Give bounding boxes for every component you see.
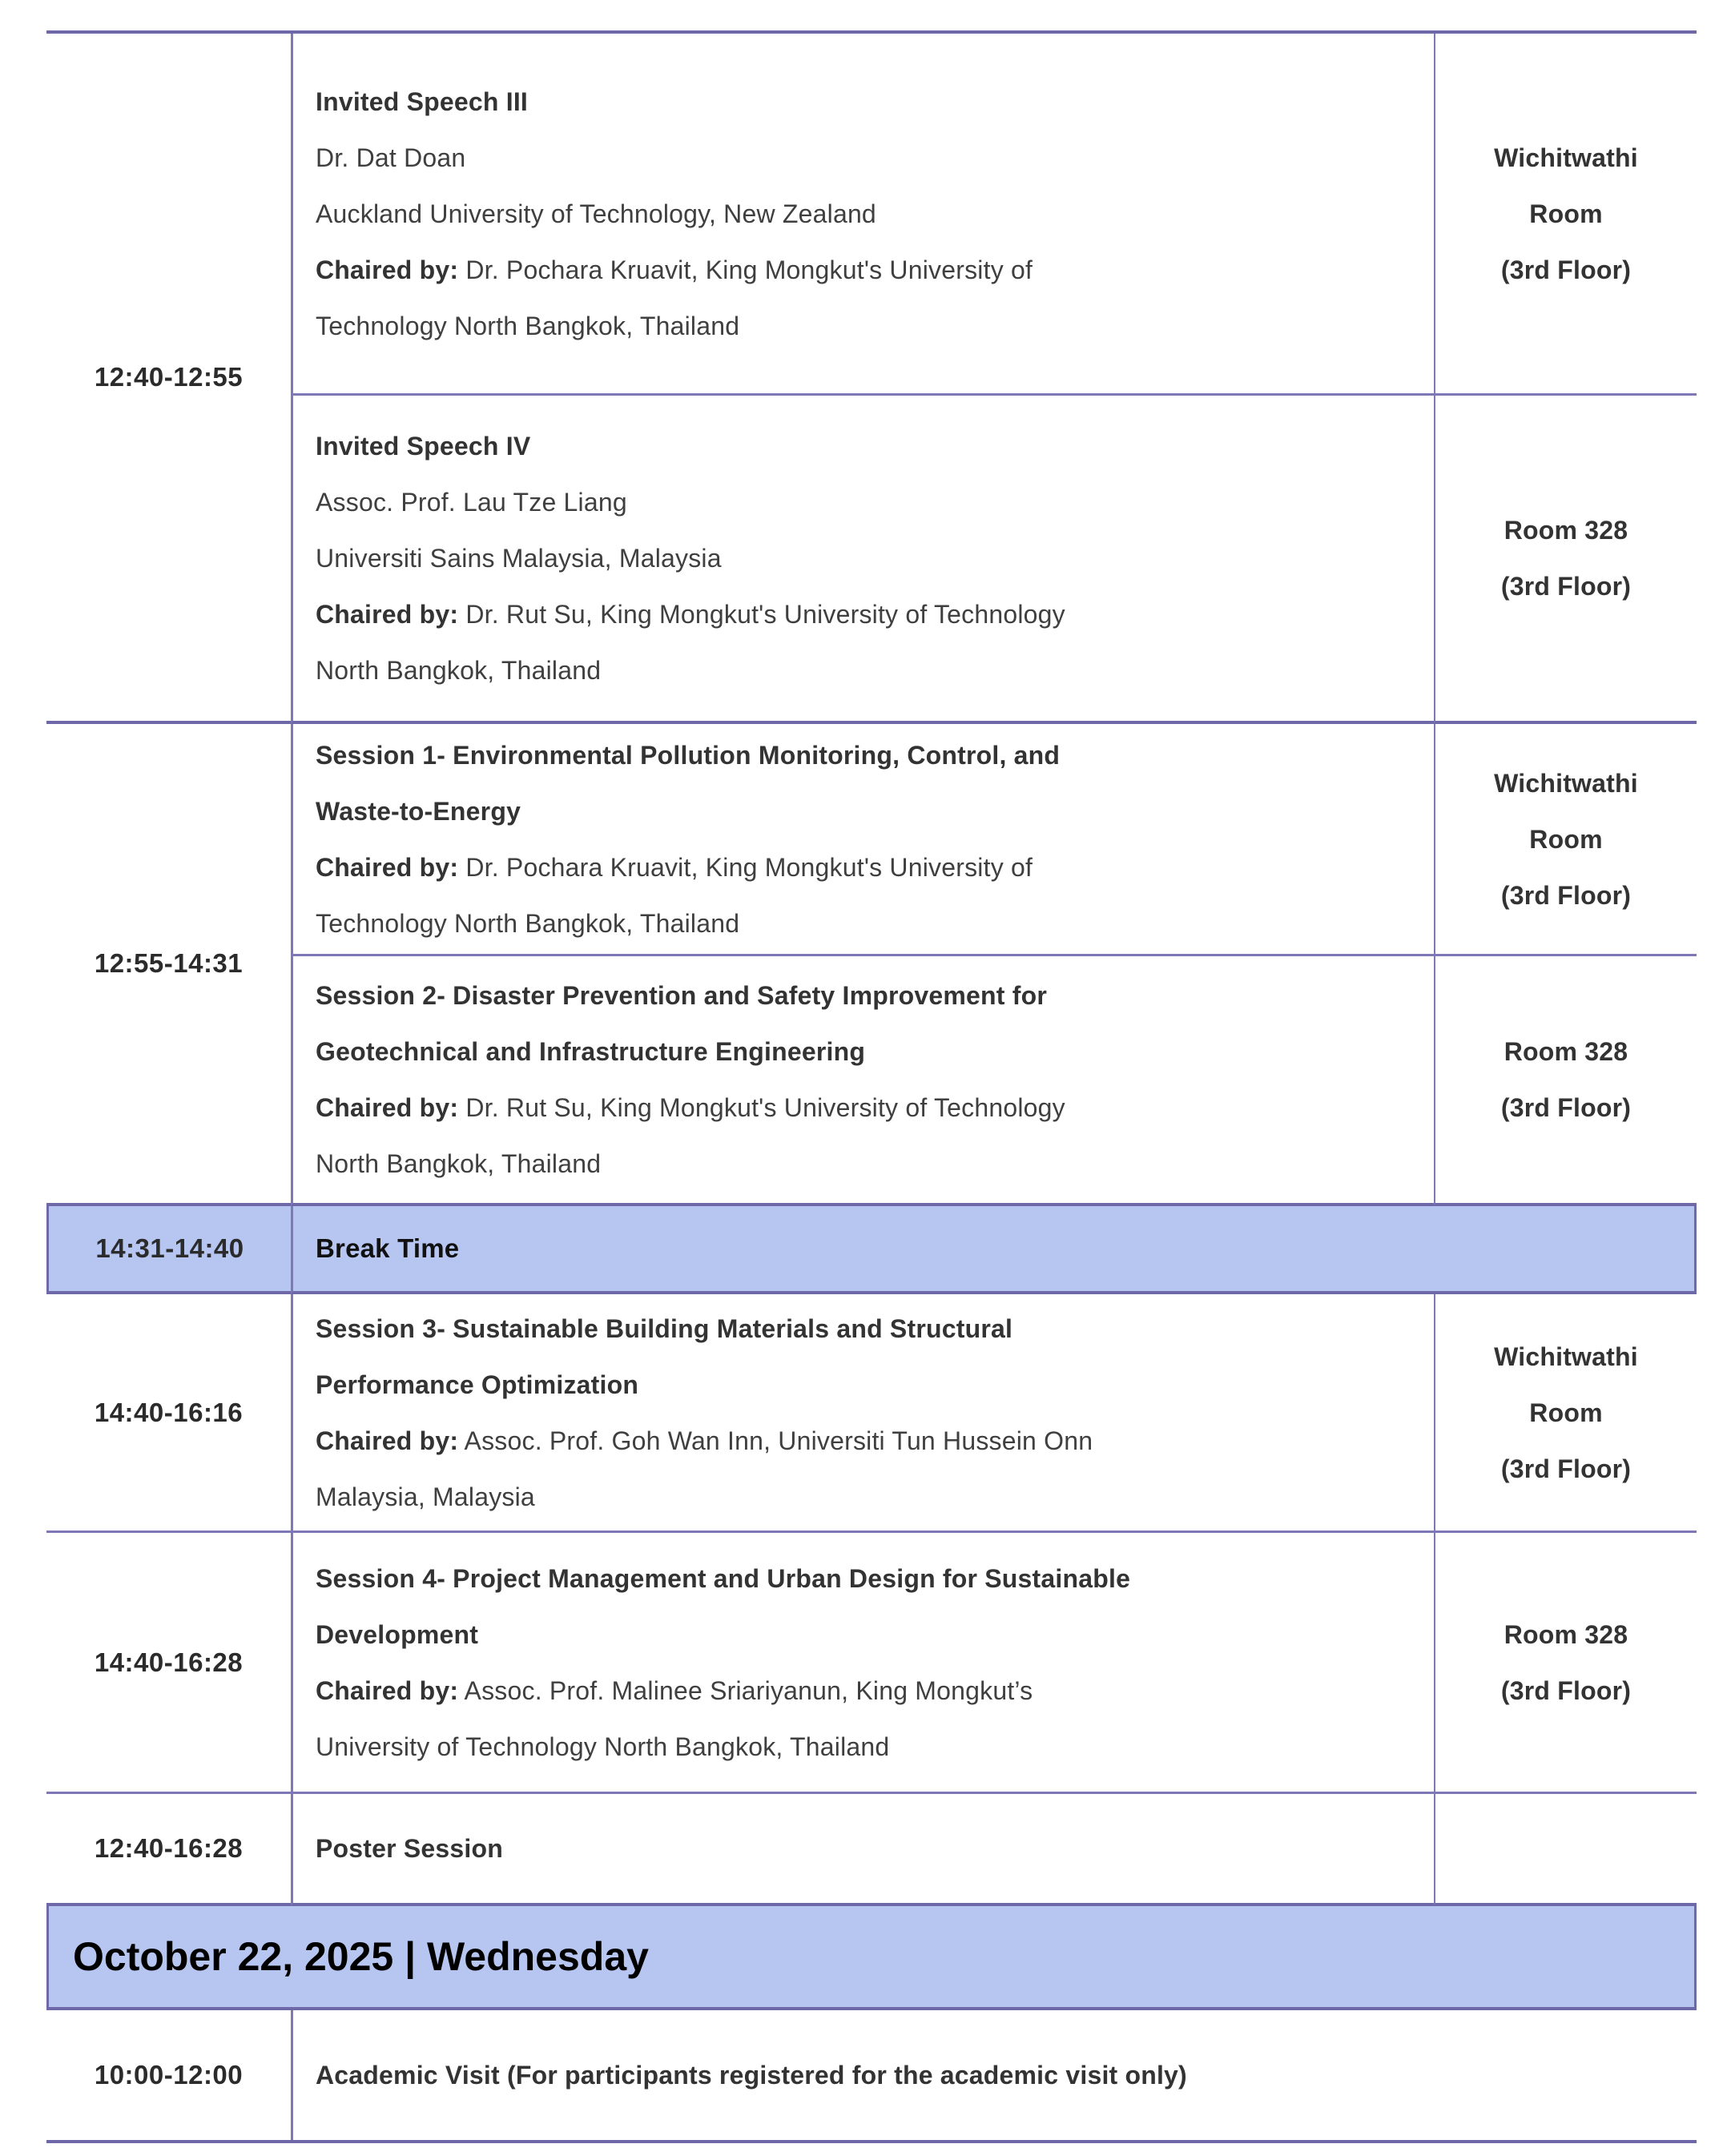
session-title: Session 2- Disaster Prevention and Safety Improvement for	[316, 981, 1048, 1010]
session-4-cell	[291, 1533, 1434, 1794]
time-label: 14:40-16:28	[94, 1647, 244, 1677]
chair-details-continued: North Bangkok, Thailand	[316, 656, 602, 685]
speaker-name: Dr. Dat Doan	[316, 143, 466, 172]
chaired-by-line	[316, 1080, 1434, 1136]
time-cell-sessions-1-2	[46, 724, 291, 1206]
session-3-cell	[291, 1294, 1434, 1533]
room-cell-wichitwathi-session-1	[1434, 724, 1697, 956]
schedule-table	[46, 30, 1697, 2143]
time-label: 12:55-14:31	[94, 948, 244, 978]
room-floor-line: (3rd Floor)	[1500, 1093, 1632, 1122]
speaker-affiliation: Auckland University of Technology, New Zealand	[316, 199, 876, 228]
room-name-line: Room 328	[1504, 516, 1628, 545]
chair-details-continued: Technology North Bangkok, Thailand	[316, 908, 740, 938]
room-cell-poster-empty	[1434, 1794, 1697, 1906]
chair-details: Assoc. Prof. Goh Wan Inn, Universiti Tun Hussein Onn	[458, 1426, 1093, 1455]
time-cell-session-4	[46, 1533, 291, 1794]
session-1-cell	[291, 724, 1434, 956]
room-cell-328-invited	[1434, 396, 1697, 724]
room-floor-line: (3rd Floor)	[1500, 1675, 1632, 1705]
chair-details-continued: Technology North Bangkok, Thailand	[316, 311, 740, 340]
session-title: Invited Speech IV	[316, 432, 531, 461]
chair-details: Dr. Pochara Kruavit, King Mongkut's University of	[458, 852, 1033, 882]
session-title: Session 4- Project Management and Urban Design for Sustainable	[316, 1563, 1131, 1593]
day-header-row	[46, 1906, 1697, 2010]
time-cell-poster	[46, 1794, 291, 1906]
chair-details: Dr. Rut Su, King Mongkut's University of Technology	[458, 600, 1065, 629]
chair-details: Dr. Rut Su, King Mongkut's University of Technology	[458, 1093, 1065, 1122]
room-floor-line: (3rd Floor)	[1500, 255, 1632, 284]
chaired-by-line	[316, 1663, 1434, 1719]
chaired-by-line	[316, 242, 1434, 298]
time-label: 14:40-16:16	[94, 1397, 244, 1427]
chair-details-continued: Malaysia, Malaysia	[316, 1482, 535, 1511]
room-cell-328-session-2	[1434, 956, 1697, 1206]
day-header-title: October 22, 2025 | Wednesday	[73, 1934, 649, 1979]
time-label: 12:40-12:55	[94, 362, 244, 392]
time-label: 10:00-12:00	[94, 2060, 244, 2090]
time-cell-break	[46, 1206, 291, 1294]
session-title: Invited Speech III	[316, 86, 529, 116]
room-name-line: Wichitwathi	[1494, 1341, 1638, 1371]
room-cell-wichitwathi-invited	[1434, 34, 1697, 396]
chaired-by-label: Chaired by:	[316, 1093, 459, 1122]
chaired-by-label: Chaired by:	[316, 600, 459, 629]
room-name-line: Room	[1529, 824, 1603, 854]
time-cell-invited-speeches	[46, 34, 291, 724]
room-floor-line: (3rd Floor)	[1500, 572, 1632, 601]
chaired-by-line	[316, 839, 1434, 895]
time-label: 12:40-16:28	[94, 1833, 244, 1863]
room-name-line: Wichitwathi	[1494, 768, 1638, 798]
chair-details: Assoc. Prof. Malinee Sriariyanun, King Mongkut’s	[458, 1675, 1033, 1705]
room-cell-328-session-4	[1434, 1533, 1697, 1794]
speaker-name: Assoc. Prof. Lau Tze Liang	[316, 488, 627, 517]
chaired-by-label: Chaired by:	[316, 1426, 459, 1455]
session-title-continued: Development	[316, 1619, 479, 1649]
invited-speech-3-cell	[291, 34, 1434, 396]
chaired-by-label: Chaired by:	[316, 852, 459, 882]
room-name-line: Room	[1529, 1398, 1603, 1427]
poster-session-cell	[291, 1794, 1434, 1906]
academic-visit-cell	[291, 2010, 1697, 2140]
session-title-continued: Waste-to-Energy	[316, 796, 521, 826]
room-name-line: Room	[1529, 199, 1603, 228]
break-time-cell	[291, 1206, 1697, 1294]
room-name-line: Wichitwathi	[1494, 143, 1638, 172]
chair-details-continued: University of Technology North Bangkok, Thailand	[316, 1732, 890, 1761]
invited-speech-4-cell	[291, 396, 1434, 724]
chaired-by-label: Chaired by:	[316, 255, 459, 284]
time-cell-academic-visit	[46, 2010, 291, 2140]
session-title-continued: Geotechnical and Infrastructure Engineering	[316, 1037, 866, 1066]
chaired-by-line	[316, 1413, 1434, 1469]
time-cell-session-3	[46, 1294, 291, 1533]
session-title: Session 1- Environmental Pollution Monitoring, Control, and	[316, 740, 1061, 770]
chaired-by-line	[316, 586, 1434, 642]
room-floor-line: (3rd Floor)	[1500, 1454, 1632, 1483]
session-2-cell	[291, 956, 1434, 1206]
chair-details: Dr. Pochara Kruavit, King Mongkut's University of	[458, 255, 1033, 284]
session-title-continued: Performance Optimization	[316, 1370, 639, 1399]
speaker-affiliation: Universiti Sains Malaysia, Malaysia	[316, 544, 722, 573]
room-cell-wichitwathi-session-3	[1434, 1294, 1697, 1533]
poster-session-label: Poster Session	[316, 1834, 504, 1863]
room-floor-line: (3rd Floor)	[1500, 880, 1632, 910]
room-name-line: Room 328	[1504, 1037, 1628, 1066]
time-label: 14:31-14:40	[95, 1233, 244, 1263]
chaired-by-label: Chaired by:	[316, 1675, 459, 1705]
session-title: Session 3- Sustainable Building Materials and Structural	[316, 1313, 1013, 1343]
chair-details-continued: North Bangkok, Thailand	[316, 1149, 602, 1178]
academic-visit-label: Academic Visit (For participants registered for the academic visit only)	[316, 2061, 1187, 2090]
break-time-label: Break Time	[316, 1233, 460, 1263]
room-name-line: Room 328	[1504, 1619, 1628, 1649]
